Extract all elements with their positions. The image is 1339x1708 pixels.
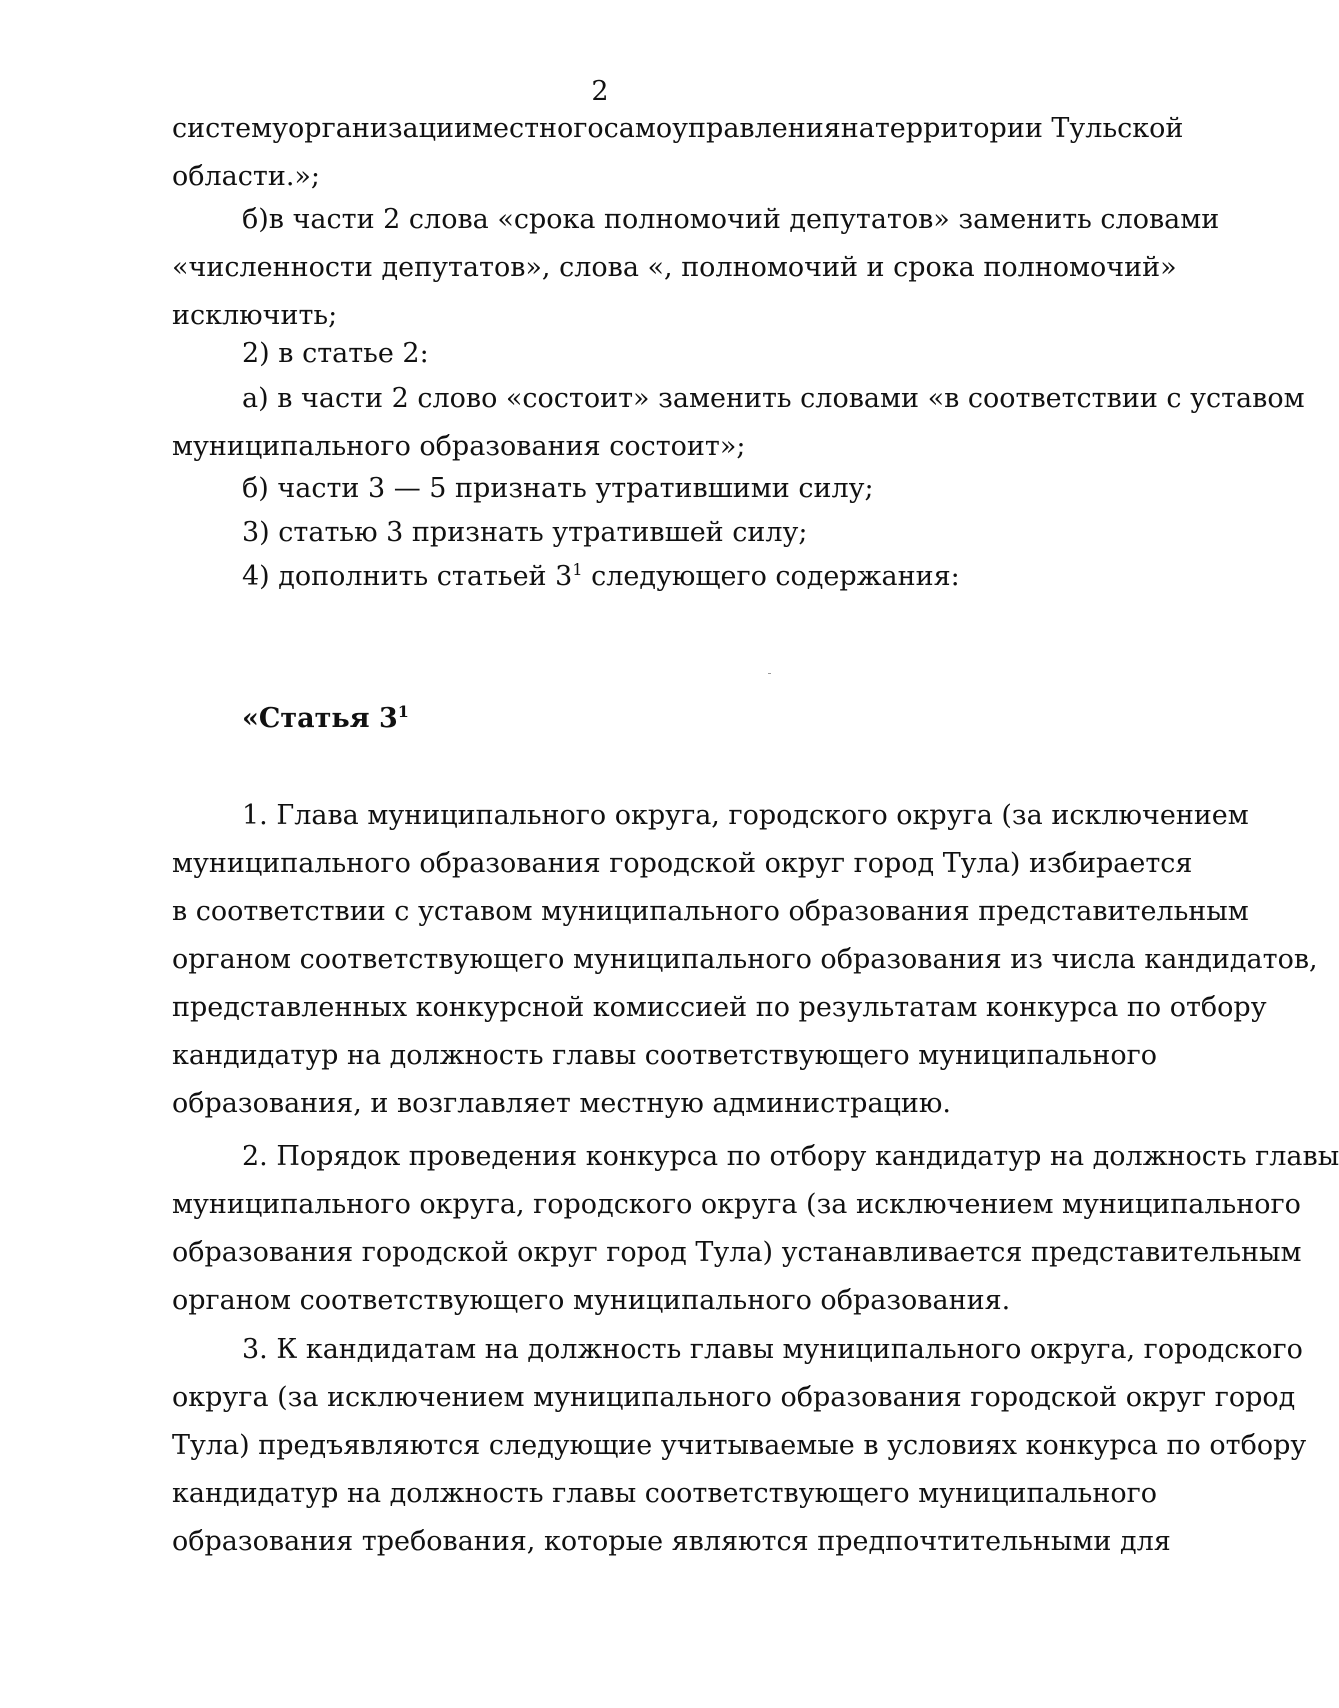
text-line: 2. Порядок проведения конкурса по отбору кандидатур на должность главы — [242, 1141, 1339, 1172]
article-heading — [242, 695, 409, 743]
text-line: в соответствии с уставом муниципального образования представительным — [172, 896, 1249, 927]
text-line: представленных конкурсной комиссией по результатам конкурса по отбору — [172, 992, 1267, 1023]
page-number: 2 — [591, 76, 609, 107]
superscript: 1 — [397, 702, 409, 721]
text-line: исключить; — [172, 300, 338, 331]
item4-tail: следующего содержания: — [582, 561, 960, 592]
amendment-item-4 — [172, 553, 1132, 601]
text-line: органом соответствующего муниципального образования из числа кандидатов, — [172, 944, 1318, 975]
text-line: округа (за исключением муниципального образования городской округ город — [172, 1382, 1296, 1413]
text-line: области.»; — [172, 161, 321, 192]
text-line: муниципального образования состоит»; — [172, 431, 746, 462]
amendment-item-b — [172, 196, 1220, 340]
amendment-item-3 — [172, 509, 1132, 557]
text-line: органом соответствующего муниципального образования. — [172, 1285, 1011, 1316]
text-line: образования, и возглавляет местную администрацию. — [172, 1088, 952, 1119]
text-line: образования городской округ город Тула) устанавливается представительным — [172, 1237, 1302, 1268]
superscript: 1 — [572, 560, 583, 579]
text-line: муниципального образования городской округ город Тула) избирается — [172, 848, 1193, 879]
amendment-item-2b — [172, 465, 1132, 513]
article-paragraph-3 — [172, 1326, 1307, 1566]
article-paragraph-1 — [172, 792, 1318, 1128]
article-heading-text: «Статья 3 — [242, 703, 398, 734]
amendment-item-2a — [172, 375, 1305, 471]
text-line: а) в части 2 слово «состоит» заменить словами «в соответствии с уставом — [242, 383, 1305, 414]
scan-speck — [768, 673, 771, 674]
text-line: кандидатур на должность главы соответствующего муниципального — [172, 1040, 1158, 1071]
article-paragraph-2 — [172, 1133, 1339, 1325]
text-line: кандидатур на должность главы соответствующего муниципального — [172, 1478, 1158, 1509]
amendment-item-2 — [172, 330, 1132, 378]
text-line: 1. Глава муниципального округа, городского округа (за исключением — [242, 800, 1249, 831]
text-line: системуорганизацииместногосамоуправлениянатерритории Тульской — [172, 113, 1184, 144]
text-line — [172, 553, 1132, 601]
text-line: 3) статью 3 признать утратившей силу; — [242, 517, 808, 548]
text-line: «численности депутатов», слова «, полномочий и срока полномочий» — [172, 252, 1177, 283]
text-line: 2) в статье 2: — [242, 338, 429, 369]
text-line: б)в части 2 слова «срока полномочий депутатов» заменить словами — [242, 204, 1220, 235]
text-line: Тула) предъявляются следующие учитываемые в условиях конкурса по отбору — [172, 1430, 1307, 1461]
text-line: б) части 3 — 5 признать утратившими силу; — [242, 473, 874, 504]
text-line: муниципального округа, городского округа (за исключением муниципального — [172, 1189, 1301, 1220]
text-line: 3. К кандидатам на должность главы муниципального округа, городского — [242, 1334, 1303, 1365]
amendment-text — [172, 105, 1184, 201]
item4-text: 4) дополнить статьей 3 — [242, 561, 573, 592]
text-line: образования требования, которые являются предпочтительными для — [172, 1526, 1171, 1557]
